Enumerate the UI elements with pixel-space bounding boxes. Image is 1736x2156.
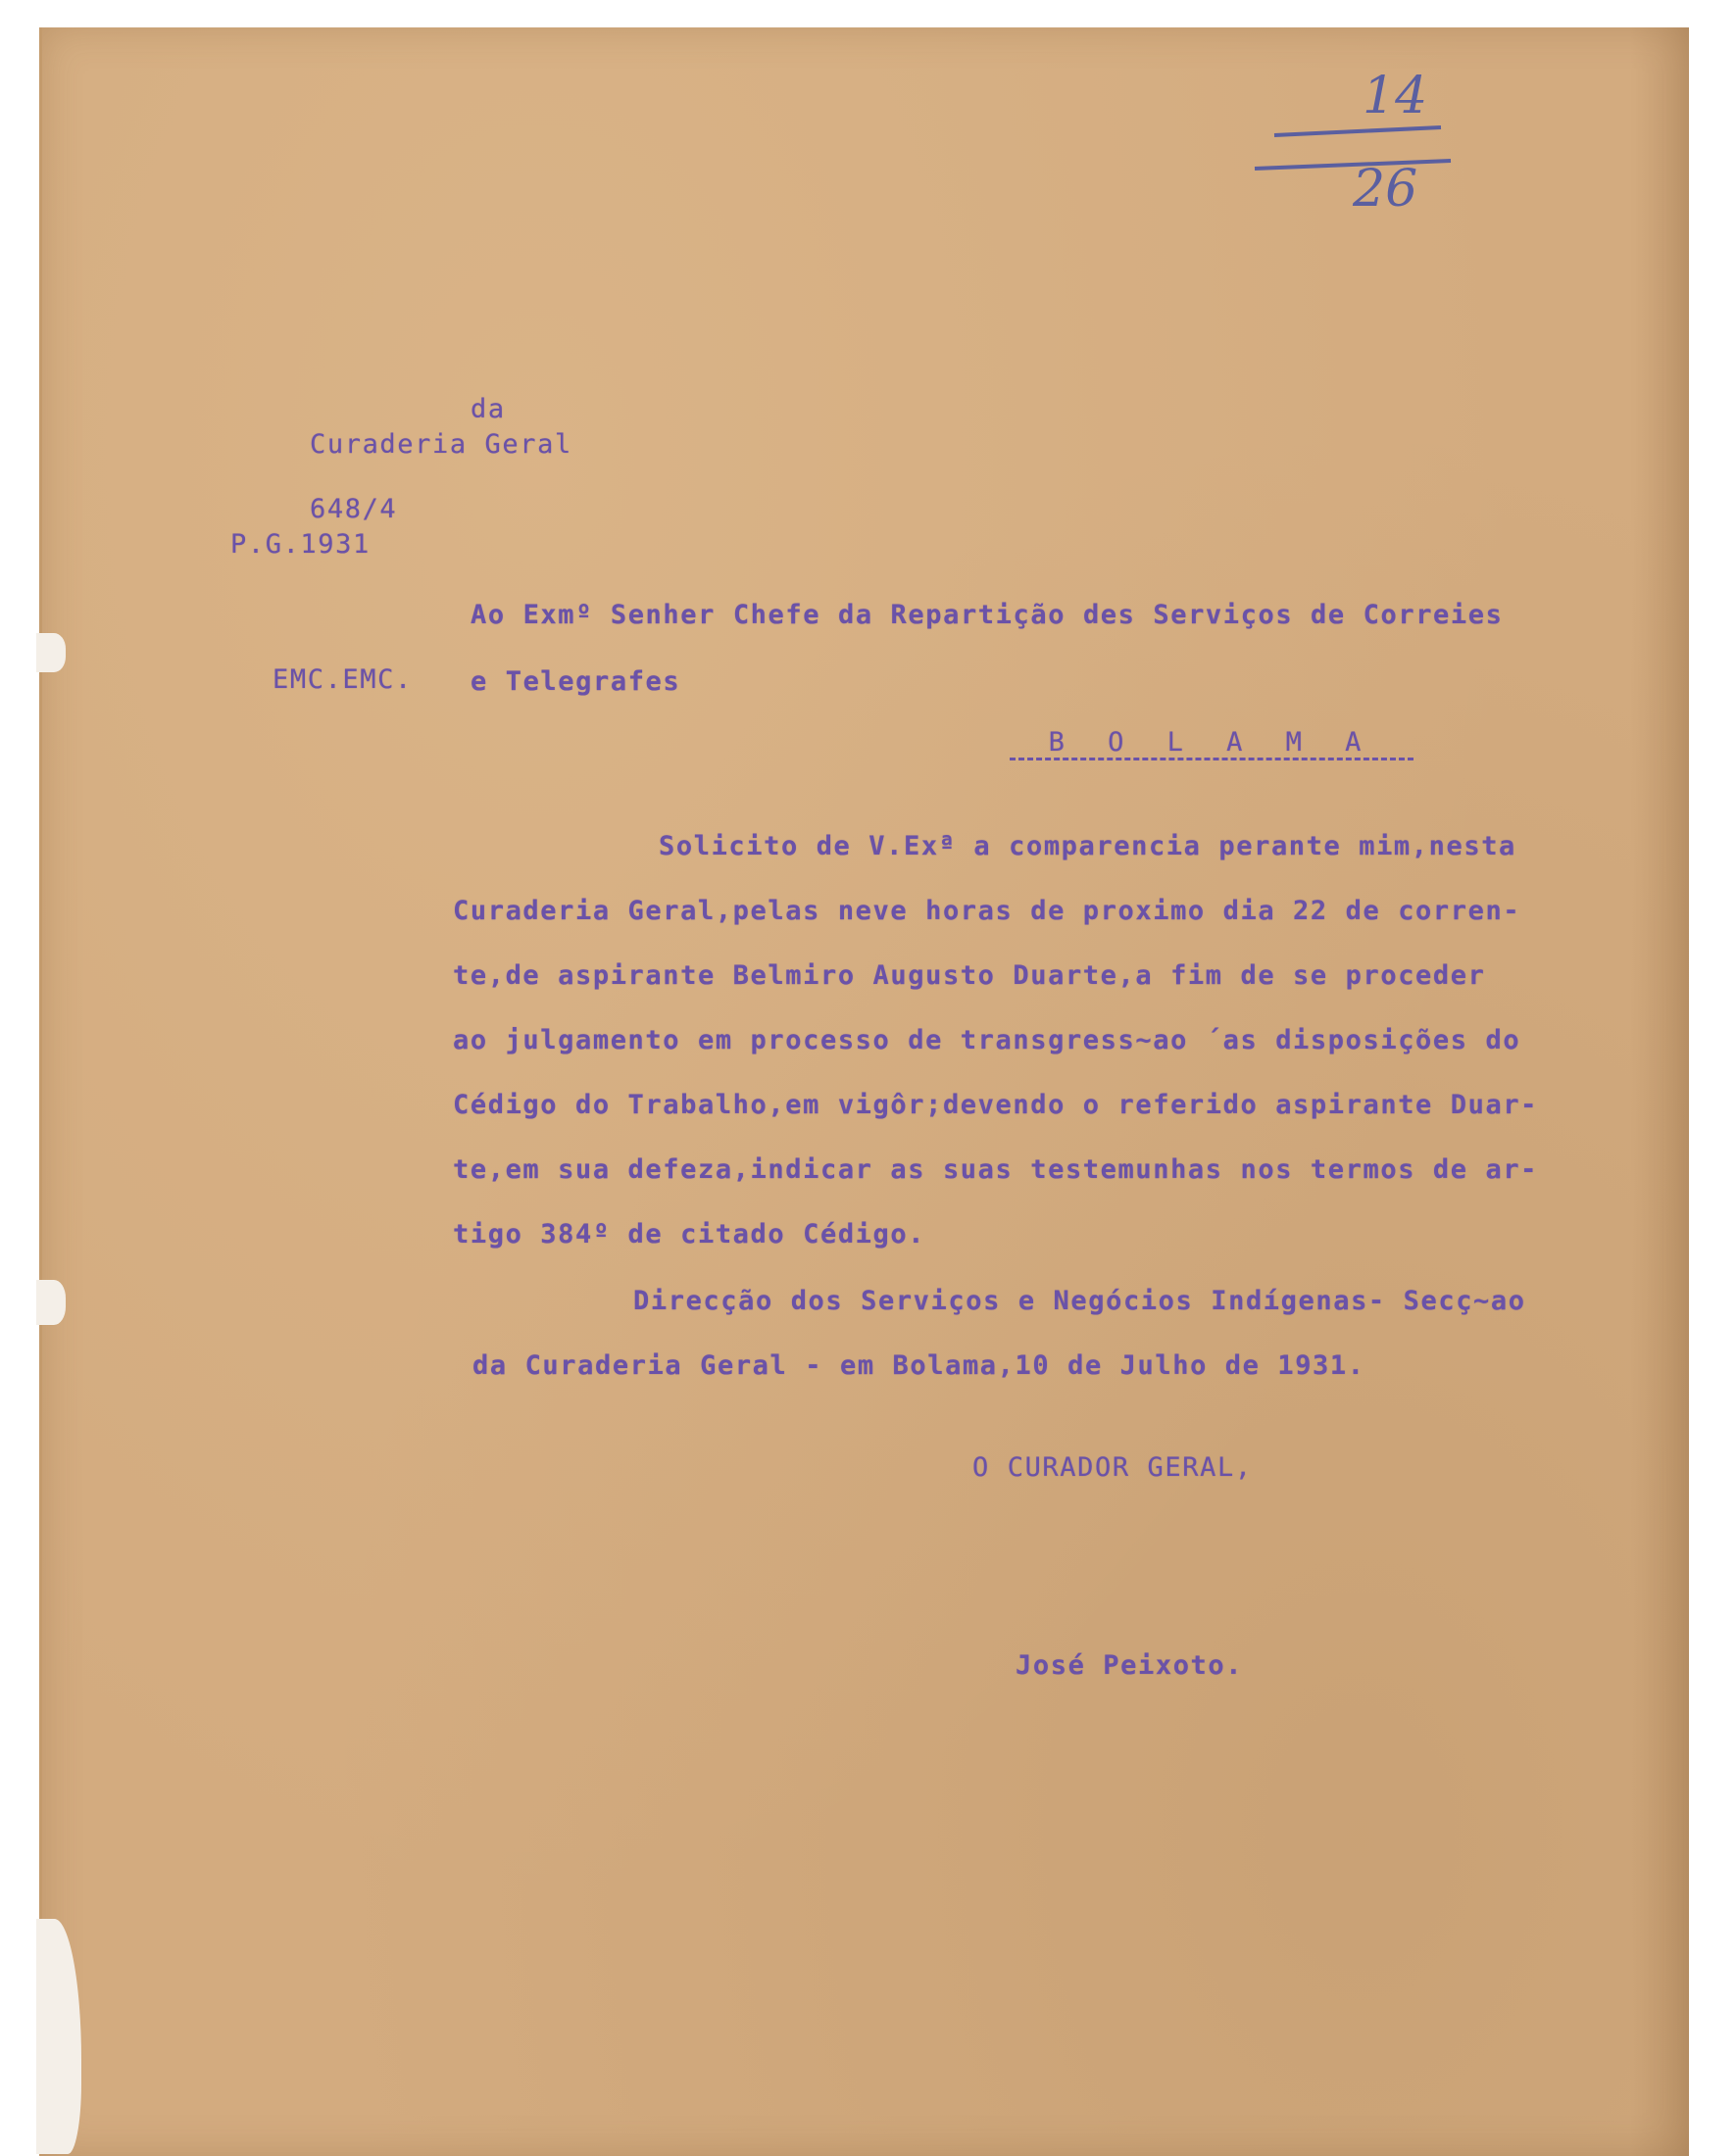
body-line-7: tigo 384º de citado Cédigo. (453, 1219, 926, 1250)
body-line-2: Curaderia Geral,pelas neve horas de proximo dia 22 de corren- (453, 896, 1521, 926)
addressee-line-2: e Telegrafes (471, 666, 681, 697)
torn-edge-bottom (36, 1919, 81, 2154)
punch-hole-bottom (36, 1280, 66, 1325)
body-line-1: Solicito de V.Exª a comparencia perante mim,nesta (659, 831, 1516, 861)
page-shadow (1630, 27, 1689, 2156)
body-line-4: ao julgamento em processo de transgress~ao ´as disposições do (453, 1025, 1521, 1055)
folio-bottom-number: 26 (1353, 160, 1418, 219)
reference-series: P.G.1931 (230, 529, 371, 560)
header-da: da (471, 394, 506, 424)
addressee-city-underlined (1010, 727, 1414, 760)
margin-mark: EMC.EMC. (273, 664, 413, 695)
folio-line-1 (1274, 127, 1441, 135)
folio-top-number: 14 (1363, 67, 1428, 125)
addressee-city: B O L A M A (1048, 727, 1375, 758)
body-line-5: Cédigo do Trabalho,em vigôr;devendo o referido aspirante Duar- (453, 1090, 1539, 1120)
closing-line-1: Direcção dos Serviços e Negócios Indígenas- Secç~ao (633, 1286, 1526, 1316)
body-line-3: te,de aspirante Belmiro Augusto Duarte,a fim de se proceder (453, 960, 1486, 991)
addressee-line-1: Ao Exmº Senher Chefe da Repartição des Serviços de Correies (471, 600, 1504, 630)
signatory-name: José Peixoto. (1016, 1650, 1244, 1681)
body-line-6: te,em sua defeza,indicar as suas testemunhas nos termos de ar- (453, 1154, 1539, 1185)
signatory-title: O CURADOR GERAL, (972, 1452, 1253, 1483)
office-name: Curaderia Geral (310, 429, 572, 460)
handwritten-folio-mark (1235, 59, 1470, 225)
reference-number: 648/4 (310, 494, 398, 524)
punch-hole-top (36, 633, 66, 672)
closing-line-2: da Curaderia Geral - em Bolama,10 de Julho de 1931. (472, 1350, 1365, 1381)
